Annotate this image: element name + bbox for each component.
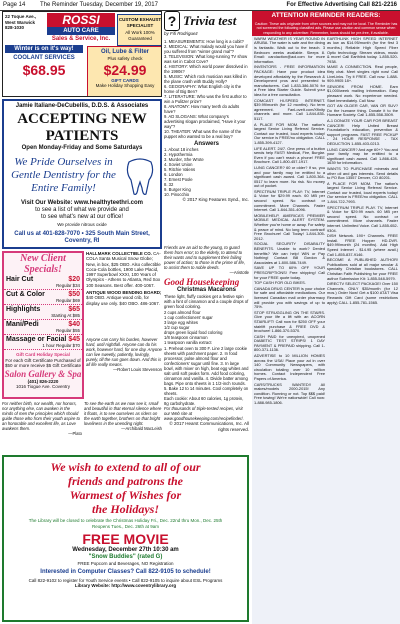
trivia-answer: 10. Pinocchio [164,191,190,197]
page-number: Page 14 [3,2,26,8]
classified-ad: GOT AN OLDER CAR, VAN OR SUV? Do the humane thing. Donate it to the Humane Society. Call 1-855-558-3509. [327,103,398,118]
dental-see-new: to see what's new at our office! [40,214,124,220]
recipe-ingredient: 1/8 teaspoon cinnamon [164,335,208,340]
trivia-question: 7. LITERATURE: Who was the first author to win a Pulitzer prize? [164,93,247,104]
movie-name: "Snow Buddies" (rated G) [88,554,163,560]
library-closed: The Library will be closed to celebrate the Christmas Holiday Fri., Dec. 22nd thru Mon., Dec. 25th Reopens Tues., Dec. 26th at 9am [28,518,223,529]
hallmark-body: CA-COLA Santa Musical Snow Globe; New, in box, $25 OBO. Also collectible Coca-Cola bottles, 1900 Lake Placid, 1997 Superbowl XXXI, 100 Years of Olympics - Athens to Atlanta, Red Sox 100 Seasons. Best offer. 400-1067. [86,251,161,288]
trivia-byline: by Fifi Rodriguez [164,31,198,36]
pride-line-2: Gentle Dentistry for the [11,169,116,181]
trivia-answer: 3. Murder, She Wrote [164,156,204,162]
custom-exhaust-label: CUSTOM EXHAUST SPECIALIST [118,17,162,28]
dental-ad [2,99,162,249]
classifieds-body [252,36,400,408]
recipe-ingredient: drops green liquid food coloring [164,330,223,335]
quote-plato-text: For neither birth, nor wealth, nor honors, nor anything else, can awaken in the minds of men the principles which should guide those who from their youth aspire to an honorable and excellent life, as Love awakens them. [2,401,80,431]
classified-ad: SOCIAL SECURITY DISABILITY BENEFITS. Unable to work? Denied benefits? We can help! WIN or Pay Nothing! Contact Bill Gordon & Associates at 1-800-586-7449. [254,241,325,265]
quote-macleish [84,401,162,453]
salon-name: Salon Gallery & Spa [4,368,82,379]
recipe-ingredients [164,310,249,345]
service-regular: Regular $69 [56,298,80,303]
wish-line-3: Warmest of Wishes for [69,488,182,502]
pride-line-3: Entire Family! [31,182,96,194]
oil-title: Oil, Lube & Filter [100,49,149,55]
free-movie-title: FREE MOVIE [82,531,169,547]
classified-ad: CANADA DRUG CENTER is your choice for safe and affordable medications. Our licensed Canadian mail order pharmacy will provide you with savings of up to 75%. [254,285,325,310]
wish-line-1: We wish to extend to all of our [50,460,201,474]
rossi-subtitle: AUTO CARE [47,27,115,35]
service-price: $65 [68,306,80,313]
trivia-question: 6. GEOGRAPHY: What English city is the home of Big Ben? [164,83,242,94]
trivia-question: 9. AD SLOGANS: What company's advertising slogan proclaimed, "Have it your way"? [164,113,246,129]
question-mark-icon: ? [164,11,180,31]
classified-ad: MAKE A CONNECTION. Real people, flirty chat. Meet singles right now! Call LiveLinks. Try it FREE. Call now. 1-888-909-9905 18+. [327,64,398,84]
dentist-name: Jamie Italiane-DeCubellis, D.D.S. & Associates [15,103,149,109]
oil-note: Plus safety check [107,56,143,61]
trivia-questions [164,39,249,139]
service-price: $50 [68,291,80,298]
classified-ad: A-1 DONATE YOUR CAR FOR BREAST CANCER! Help United Breast Foundation's education, prevention & support programs. FAST FREE PICKUP - 24 HOUR RESPONSE - TAX DEDUCTION 1-855-403-0213. [327,117,398,146]
service-name: Hair Cut [6,276,34,283]
classifieds-caution: Caution: These ads originate from other sources and may not be local. The Reminder has not screened the following classified ads. Please use caution and common sense when responding to any advertiser. Remember, loans should be pre-free, if available. [252,21,400,36]
trivia-question: 2. MEDICAL: What malady would you have if you suffered from "winter grand mal"? [164,43,248,54]
trivia-answer: 5. Ritchie Valens [164,166,196,172]
salon-gift-line: Gift Card Holiday Special [16,352,70,357]
movie-note: FREE Popcorn and Beverages, NO Registration [77,561,174,566]
service-name: Cut & Color [6,291,45,298]
recipe-ingredient: 3 large egg whites [164,320,198,325]
quote-stevenson [86,337,162,399]
gift-cards-sub: Make Holiday Shopping Easy [95,83,155,88]
winter-banner: Winter is on it's way! [5,45,83,53]
service-price: $40 [68,321,80,328]
service-price: $20 [68,276,80,283]
trivia-answer: 9. Burger King [164,186,191,192]
trivia-copyright: © 2017 King Features Synd., Inc. [182,196,249,202]
salon-service [4,320,82,335]
left-column [0,11,250,624]
salon-service [4,305,82,320]
trivia-answer: 2. Hypothermia [164,151,193,157]
salon-services [4,275,82,350]
oil-change-box [87,46,162,97]
salon-phone: (401) 826-2220 [27,378,59,384]
quote-macleish-text: To see the earth as we now see it, small and beautiful in that eternal silence where it floats, is to see ourselves as riders on the earth together, brothers on that bright loveliness in the unending night. [84,401,162,426]
trivia-question: 4. HISTORY: Which world power dissolved in the 1990s? [164,63,248,74]
housekeeping-copyright: © 2017 Hearst Communications, Inc. All rights reserved. [169,421,249,432]
salon-address: 1016 Tiogue Ave. Coventry [16,384,70,389]
salon-ad [2,251,84,399]
quote-macleish-author: —Archibald MacLeish [121,426,162,431]
trivia-answer: 7. Ernest Poole [164,176,193,182]
classified-ad: SPECTRUM TRIPLE PLAY: TV, Internet & Voice for $29.99 each. 60 MB per second speed. No contract or commitment. More Channels. Faster Internet. Call 1-844-351-4096. [254,188,325,213]
service-price: $45 [68,336,80,343]
salon-service [4,290,82,305]
library-register: Call 822-9102 to register for Youth Service events • Call 822-9105 to inquire about ESL Programs [28,577,223,583]
trivia-question: 1. MEASUREMENTS: How long is a cubit? [164,38,244,44]
coolant-label: COOLANT SERVICES [13,55,75,61]
classifieds-column [252,11,400,624]
classified-ad: TOP CASH FOR OLD BIKES. [254,280,306,286]
classified-ad: LIFE ALERT. 24/7. One press of a button sends help FAST! Medical, Fire, Burglar. Even if you can't reach a phone! FREE Brochure. Call 1-800-457-1917. [254,145,325,165]
classified-ad: COMCAST HI-SPEED INTERNET. $39.99/month (for 12 months). No term agreement. FanLoveIt.com/Xfinity channels and more. Call 1-844-835-5117. [254,97,325,121]
service-regular: 1 hour Regular $70 [42,343,80,348]
library-wishes [4,460,247,516]
quote-stevenson-text: Anyone can carry his burden, however hard, until nightfall. Anyone can do his work, however hard, for one day. Anyone can live sweetly, patiently, lovingly, purely, till the sun goes down. And this is all life really means. [86,337,162,367]
classified-ad: EARTHLINK HIGH SPEED INTERNET as low as $14.95/month (for the first 3 months.) Reliable High Speed Fiber Optic technology. Stream videos, music & more! Call Earthlink today. 1-855-520-7938. [327,35,398,64]
custom-exhaust-box [117,14,162,46]
classifieds-left [254,37,325,407]
salon-service [4,275,82,290]
movie-date: Wednesday, December 27th 10:30 am [72,547,179,553]
oil-price: $24.99 [103,61,147,78]
trivia-answers [164,147,249,197]
paper-name: The Reminder Tuesday, December 19, 2017 [40,2,158,8]
quote-aristotle-author: —Aristotle [229,270,249,275]
hallmark-title: HALLMARK COLLECTIBLE CO. [86,251,152,256]
nitrous-note: We provide nitrous oxide [57,222,107,227]
quote-plato [2,401,82,453]
salon-gift-offer: For each Gift Certificate Purchased of $50 or more receive $5 Gift Certificate [4,357,82,368]
quote-stevenson-author: —Robert Louis Stevenson [113,367,162,372]
service-name: Massage or Facial [6,336,67,343]
trivia-question: 5. MUSIC: Which rock musician was killed in the plane crash with Buddy Holly? [164,73,247,84]
rossi-auto-ad [2,11,162,97]
library-website[interactable]: Library Website: http://www.coventrylibrary.org [74,583,177,588]
recipe-more: For thousands of triple-tested recipes, visit our Web site at www.goodhousekeeping.com/recipefinder/. [164,406,244,421]
recipe-ingredient: 1/2 cup sugar [164,325,190,330]
classified-ad: DIRECTV SELECT PACKAGE! Over 150 Channels, ONLY $35/month (for 12 mos.) Order Now! Get a $100 AT&T Visa Rewards Gift Card (some restrictions apply) CALL 1-855-781-1565. [327,281,398,305]
classified-ad: ADVERTISE to 10 MILLION HOMES across the USA! Place your ad in over 140 Community Newspapers, with circulation totaling over 10 million homes. Contact Independent Free Papers of America. [254,353,325,382]
wish-line-4: the Holidays! [91,502,159,516]
coolant-price: $68.95 [22,62,66,78]
rossi-tagline: Sales & Service, Inc. [51,36,111,42]
classified-ad: BECOME A PUBLISHED AUTHOR! Publications sold at all major secular & specialty Christian bookstores. CALL Christian Faith Publishing for your FREE author Submission Kit: 1-855-548-5979. [327,257,398,281]
classifieds-header: ATTENTION REMINDER READERS: [252,11,400,21]
trivia-header [164,11,249,31]
salon-title: New Client Specials! [20,253,66,275]
classified-ad: STOP STRUGGLING ON THE STAIRS. Give your life a lift with an ACORN STAIRLIFT! Call now for $250 OFF your stairlift purchase & FREE DVD & brochure! 1-866-370-5370. [254,309,325,334]
dental-hours: Open Monday-Friday and Some Saturdays [21,145,143,151]
trivia-answer: 8. 32 [164,181,174,187]
classified-ad: LUNG CANCER? 60 or older? If so, you and your family may be entitled to a significant cash award. Call 1-800-364-0517 to learn more. No risk. No money out of pocket. [254,164,325,189]
service-name: Mani/Pedi [6,321,39,328]
service-name: Highlights [6,306,41,313]
library-ad [2,455,249,622]
classifieds-right [327,37,398,407]
gift-cards: GIFT CARDS [111,77,139,83]
classified-ad: CARS/TRUCKS WANTED!! All makes/models 2000-2015! Any condition. Running or not. Top $$$ paid! Free towing! We're nationwide! Call now: 1-888-985-1806. [254,381,325,406]
accepting-new-patients: ACCEPTING NEW PATIENTS [17,111,147,144]
classified-ad: A PLACE FOR MOM. The nation's largest Senior Living Referral Service. Contact our trusted, local experts today! Our service is FREE/no obligation. CALL 1-855-399-4127. [254,121,325,145]
rossi-logo: ROSSI [47,13,115,27]
antique-body: $40 OBO. Antique wood crib, for display use only. $40 OBO. 486-1067. [86,295,160,306]
classified-ad: MOBILEHELP, AMERICA'S PREMIER MOBILE MEDICAL ALERT SYSTEM. Whether you're home or away. For safety & peace of mind. No long term contract! Free Brochure! Call Today! 1-844-305-2012. [254,212,325,241]
trivia-answer: 6. London [164,171,183,177]
trivia-answer: 4. Soviet Union [164,161,193,167]
tooth-icon [123,156,157,196]
work-guarantee: All Work 100% Guaranteed [125,30,155,41]
classified-ad: SAVE UP TO 60% OFF YOUR PRESCRIPTIONS! Free shipping! Call for your FREE quote today. [254,265,325,280]
dental-see-list: to see a list of what we provide and [35,207,129,213]
page-header [0,0,400,11]
classified-ad: WANTS TO PURCHASE minerals and other oil and gas interests. Send details to PO Box 13557 Denver, CO 80201. [327,165,398,181]
effective-advertising: For Effective Advertising Call 821-2216 [286,2,397,8]
recipe-ingredient: 2 cups almond flour [164,310,201,315]
housekeeping-title: Good Housekeeping [164,277,240,287]
recipe-intro: These light, fluffy cookies get a festive spin with a hint of cinnamon and a couple drops of green food coloring. [164,294,249,309]
classified-ad: SEWORK FROM HOME. Earn $1,000/week mailing information. Easy pleasant work. No experience needed. Start immediately. Call Now. [327,83,398,103]
recipe-title: Christmas Macarons [176,287,237,293]
trivia-title: Trivia test [183,13,237,28]
recipe-ingredient: 1 cup confectioners' sugar [164,315,213,320]
dental-pride [4,156,123,196]
service-regular: Starting At $85 [51,313,80,318]
service-regular: Regular $55 [56,328,80,333]
classified-ad: INVENTORS - FREE INFORMATION PACKAGE: Have your product idea developed affordably by the Research & Development pros and presented to manufacturers. Call 1-833-386-5076 for a Free Idea Starter Guide. Submit your idea for a free consultation. [254,64,325,98]
service-regular: Regular $34 [56,283,80,288]
trivia-question: 3. TELEVISION: What long-running TV show was set in Cabot Cove? [164,53,248,64]
housekeeping-column [164,245,249,451]
quote-plato-author: —Plato [68,431,82,436]
answers-title: Answers [193,140,219,147]
wish-line-2: friends and patrons the [67,474,184,488]
trivia-answer: 1. About 18 inches [164,146,199,152]
rossi-address: 22 Toque Ave., West Warwick 828-1030 [5,14,37,30]
classified-ad: CASH PAID for unexpired, unopened DIABETIC TEST STRIPS! 1 DAY PAYMENT & PREPAID shipping. Call 1-800-371-1136. [254,333,325,353]
recipe-ingredient: 1 teaspoon vanilla extract [164,340,212,345]
trivia-question: 8. ANATOMY: How many teeth do adults have? [164,103,240,114]
trivia-test [164,11,249,243]
classified-ad: WARM WEATHER IS YEAR ROUND IN ARUBA. The water is safe and the dining is fantastic. Walk out to the beach. 3 Bedroom weeks available. Sleeps 8. Email: carolaction@aol.com for more information. [254,35,325,64]
classified-ad: SPECTRUM TRIPLE PLAY. TV, Internet & Voice for $29.99 each. 60 MB per second speed. No contract or commitment. More channels. Faster internet. Unlimited Voice. Call 1-855-652-9304. [327,204,398,233]
hallmark-ad [86,251,162,335]
classified-ad: LUNG CANCER? And age 60+? You and your family may be entitled to a significant cash award. Call 1-866-428-1639 for information. [327,146,398,166]
trivia-question: 10. THEATER: What was the name of the puppet who wanted to be a real boy? [164,128,242,139]
antique-title: ANTIQUE WOOD BENDING BOARD; [86,290,162,296]
recipe-nutrition: Each cookie: About 60 calories, 1g protein, 8g carbohydrate. [164,396,244,406]
pride-line-1: We Pride Ourselves in [14,156,113,168]
salon-service [4,335,82,350]
recipe-steps: 1. Preheat oven to 300 F. Line 2 large cookie sheets with parchment paper. 2. In food processor, pulse almond flour and confectioners' sugar until fine. 3. In large bowl, with mixer on high, beat egg whites and salt until soft peaks form. Add food coloring, cinnamon and vanilla. 4. Divide batter among bags. Pipe onto sheets in 1 1/2-inch rounds. 5. Bake 12 to 14 minutes. Cool completely on sheets. [164,346,249,396]
quote-aristotle-text: Friends are an aid to the young, to guard them from error; to the elderly, to attend to their wants and to supplement their failing power of action; to those in the prime of life, to assist them to noble deeds. [164,245,246,270]
dental-website[interactable]: Visit Our Website: www.healthyteethri.com [21,200,143,206]
classified-ad: DISH Network. 190+ Channels. FREE Install. FREE Hopper HD-DVR. $49.99/month (24 months). Add High Speed Internet - $14.95 (where avail.) Call 1-855-837-9146. [327,233,398,257]
classified-ad: A PLACE FOR MOM. The nation's largest Senior Living Referral Service. Contact our trusted, local experts today! Our service is FREE/no obligation. CALL 1-844-722-7993. [327,180,398,205]
dental-call: Call us at 401-828-7070 • 325 South Main Street, Coventry, RI [14,231,150,244]
computer-classes: Interested in Computer Classes? Call 822-9105 to schedule! [40,568,211,575]
